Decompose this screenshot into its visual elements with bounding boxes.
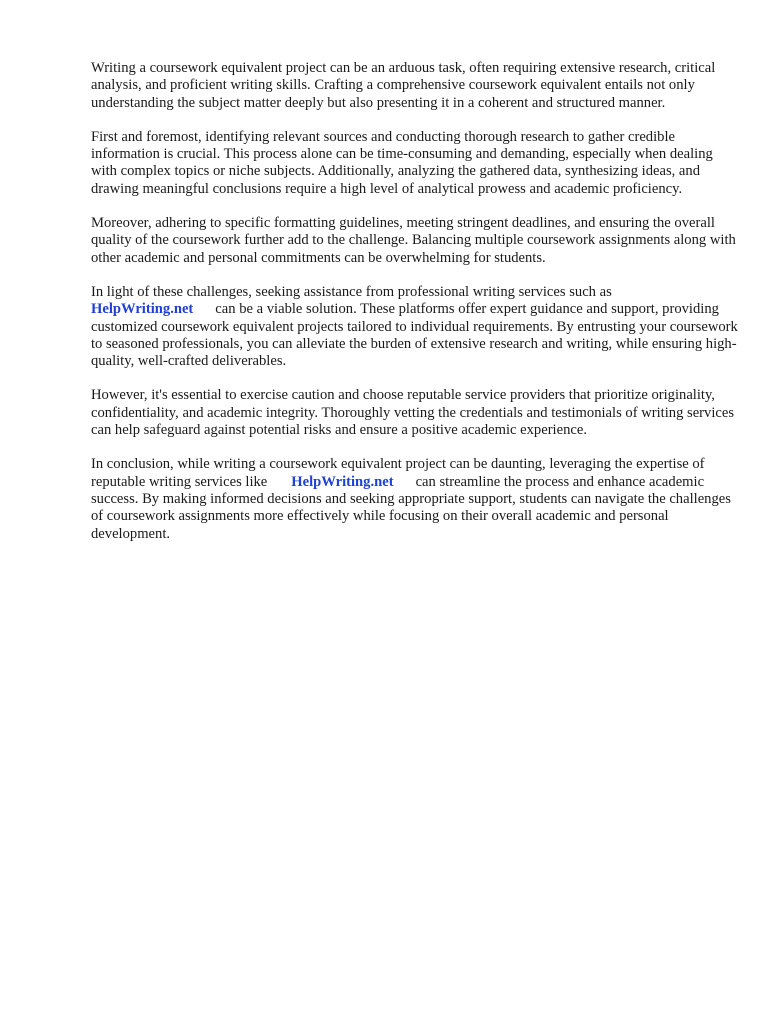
paragraph-caution: However, it's essential to exercise caution and choose reputable service providers that prioritize originality, confidentiality, and academic integrity. Thoroughly vetting the credentials and testimonials of writing services can help safeguard against potential risks and ensure a positive academic experience. [91,387,735,439]
paragraph-conclusion-text-start: In conclusion, while writing a coursework equivalent project can be daunting, leveraging the expertise of reputable writing services like [91,456,705,490]
paragraph-assistance-text-end: can be a viable solution. These platforms offer expert guidance and support, providing customized coursework equivalent projects tailored to individual requirements. By entrusting your coursework to seasoned professionals, you can alleviate the burden of extensive research and writing, while ensuring high-quality, well-crafted deliverables. [91,301,738,370]
helpwriting-link[interactable]: HelpWriting.net [91,301,194,318]
paragraph-conclusion-text-end: can streamline the process and enhance academic success. By making informed decisions and seeking appropriate support, students can navigate the challenges of coursework assignments more effectively while focusing on their overall academic and personal development. [91,473,731,542]
paragraph-conclusion [91,456,741,542]
paragraph-intro: Writing a coursework equivalent project can be an arduous task, often requiring extensive research, critical analysis, and proficient writing skills. Crafting a comprehensive coursework equivalent entails not only understanding the subject matter deeply but also presenting it in a coherent and structured manner. [91,60,716,111]
paragraph-research: First and foremost, identifying relevant sources and conducting thorough research to gather credible information is crucial. This process alone can be time-consuming and demanding, especially when dealing with complex topics or niche subjects. Additionally, analyzing the gathered data, synthesizing ideas, and drawing meaningful conclusions require a high level of analytical prowess and academic proficiency. [91,128,713,197]
paragraph-assistance-text-start: In light of these challenges, seeking assistance from professional writing services such as [91,283,612,300]
helpwriting-link-conclusion[interactable]: HelpWriting.net [291,473,394,490]
paragraph-assistance [91,284,741,370]
document-body [91,60,741,560]
paragraph-formatting: Moreover, adhering to specific formatting guidelines, meeting stringent deadlines, and ensuring the overall quality of the coursework further add to the challenge. Balancing multiple coursework assignments along with other academic and personal commitments can be overwhelming for students. [91,215,736,266]
